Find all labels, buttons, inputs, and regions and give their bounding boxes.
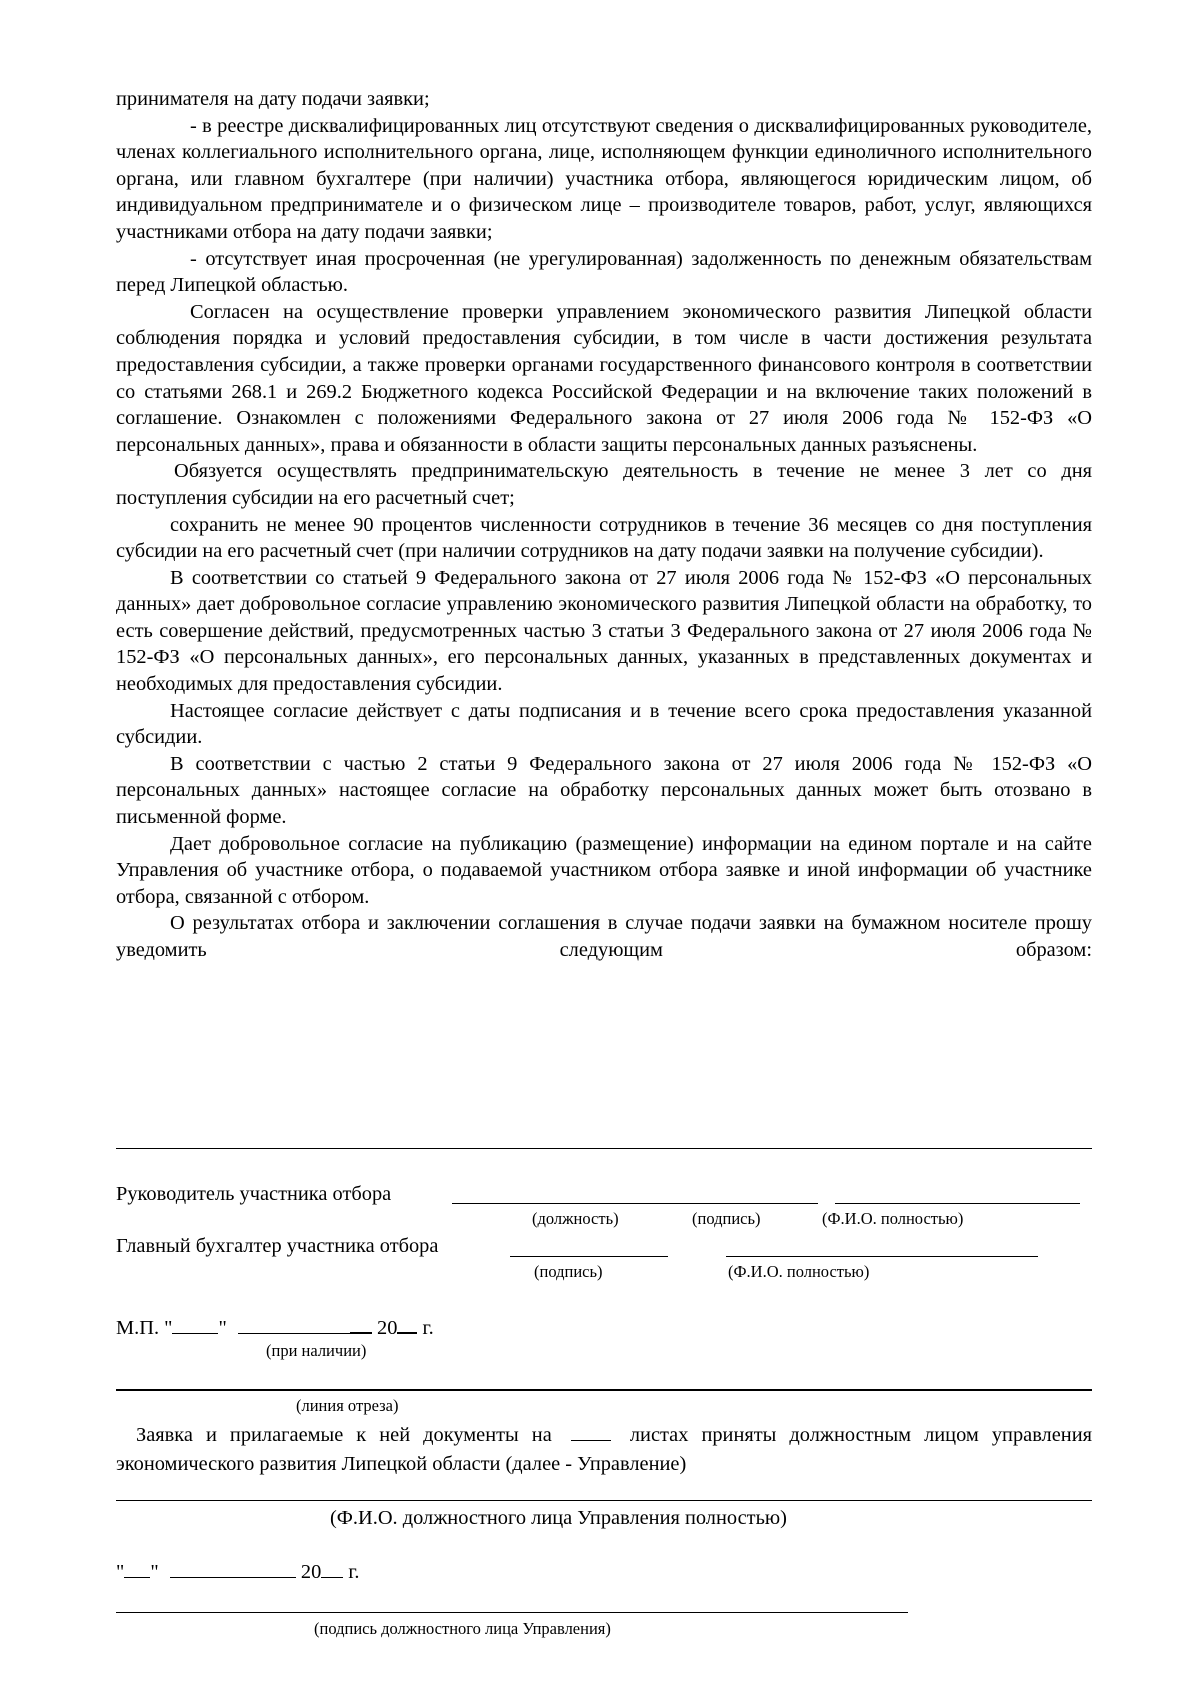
receipt-date-row <box>116 1560 360 1584</box>
official-name-line <box>116 1500 1092 1501</box>
day-blank <box>172 1317 218 1334</box>
date-quote-open: " <box>116 1561 125 1583</box>
head-position-caption: (должность) <box>532 1209 619 1228</box>
cut-line-caption: (линия отреза) <box>296 1396 399 1415</box>
year-blank <box>397 1316 417 1334</box>
paragraph: О результатах отбора и заключении соглашения в случае подачи заявки на бумажном носителе прошу уведомить следующим образом: <box>116 912 1092 961</box>
receipt-text <box>116 1421 1092 1479</box>
stamp-caption: (при наличии) <box>266 1341 367 1360</box>
head-signature-caption: (подпись) <box>692 1209 761 1228</box>
accountant-signature-caption: (подпись) <box>534 1262 603 1281</box>
stamp-quote-close: " <box>218 1317 227 1339</box>
accountant-signature-line <box>510 1256 668 1257</box>
cut-line <box>116 1389 1092 1391</box>
paragraph: В соответствии с частью 2 статьи 9 Федерального закона от 27 июля 2006 года № 152-ФЗ «О персональных данных» настоящее согласие на обработку персональных данных может быть отозвано в письменной форме. <box>116 752 1092 829</box>
stamp-year-suffix: г. <box>422 1317 434 1339</box>
notification-method-line <box>116 1148 1092 1149</box>
head-name-caption: (Ф.И.О. полностью) <box>822 1209 964 1228</box>
month-blank-end <box>350 1316 372 1334</box>
head-name-line <box>835 1203 1080 1204</box>
stamp-prefix: М.П. " <box>116 1317 173 1339</box>
date-year-suffix: г. <box>348 1561 360 1583</box>
head-position-signature-line <box>452 1203 818 1204</box>
receipt-year-blank <box>321 1561 343 1578</box>
month-blank <box>238 1317 350 1334</box>
official-signature-line <box>116 1612 908 1613</box>
stamp-year-prefix: 20 <box>377 1317 398 1339</box>
paragraph: принимателя на дату подачи заявки; <box>116 88 430 110</box>
paragraph: Дает добровольное согласие на публикацию (размещение) информации на едином портале и на сайте Управления об участнике отбора, о подаваемой участником отбора заявке и иной информации об участнике отбора, связанной с отбором. <box>116 832 1092 908</box>
official-signature-caption: (подпись должностного лица Управления) <box>314 1619 611 1638</box>
head-label: Руководитель участника отбора <box>116 1183 392 1205</box>
official-caption: (Ф.И.О. должностного лица Управления полностью) <box>330 1507 787 1529</box>
paragraph: Согласен на осуществление проверки управлением экономического развития Липецкой области соблюдения порядка и условий предоставления субсидии, в том числе в части достижения результата предоставления субсидии, а также проверки органами государственного финансового контроля в соответствии со статьями 268.1 и 269.2 Бюджетного кодекса Российской Федерации и на включение таких положений в соглашение. Ознакомлен с положениями Федерального закона от 27 июля 2006 года № 152-ФЗ «О персональных данных», права и обязанности в области защиты персональных данных разъяснены. <box>116 300 1092 456</box>
receipt-day-blank <box>124 1561 150 1578</box>
paragraph: - отсутствует иная просроченная (не урегулированная) задолженность по денежным обязательствам перед Липецкой областью. <box>116 247 1092 297</box>
document-body <box>116 86 1092 964</box>
accountant-name-caption: (Ф.И.О. полностью) <box>728 1262 870 1281</box>
receipt-text-part1: Заявка и прилагаемые к ней документы на <box>136 1424 552 1446</box>
receipt-month-blank <box>170 1561 296 1578</box>
paragraph: Настоящее согласие действует с даты подписания и в течение всего срока предоставления указанной субсидии. <box>116 699 1092 749</box>
paragraph: сохранить не менее 90 процентов численности сотрудников в течение 36 месяцев со дня поступления субсидии на его расчетный счет (при наличии сотрудников на дату подачи заявки на получение субсидии). <box>116 513 1092 563</box>
date-year-prefix: 20 <box>300 1561 322 1583</box>
date-quote-close: " <box>150 1561 159 1583</box>
stamp-date-row <box>116 1316 434 1340</box>
accountant-label: Главный бухгалтер участника отбора <box>116 1235 439 1257</box>
paragraph: В соответствии со статьей 9 Федерального закона от 27 июля 2006 года № 152-ФЗ «О персональных данных» дает добровольное согласие управлению экономического развития Липецкой области на обработку, то есть совершение действий, предусмотренных частью 3 статьи 3 Федерального закона от 27 июля 2006 года № 152-ФЗ «О персональных данных», его персональных данных, указанных в представленных документах и необходимых для предоставления субсидии. <box>116 566 1092 696</box>
pages-blank <box>571 1424 611 1441</box>
receipt-text-part2: листах приняты должностным лицом управления экономического развития Липецкой области (далее - Управление) <box>116 1424 1092 1475</box>
accountant-name-line <box>726 1256 1038 1257</box>
paragraph: - в реестре дисквалифицированных лиц отсутствуют сведения о дисквалифицированных руководителе, членах коллегиального исполнительного органа, лице, исполняющем функции единоличного исполнительного органа, или главном бухгалтере (при наличии) участника отбора, являющегося юридическим лицом, об индивидуальном предпринимателе и о физическом лице – производителе товаров, работ, услуг, являющихся участниками отбора на дату подачи заявки; <box>116 114 1092 243</box>
paragraph: Обязуется осуществлять предпринимательскую деятельность в течение не менее 3 лет со дня поступления субсидии на его расчетный счет; <box>116 460 1092 509</box>
